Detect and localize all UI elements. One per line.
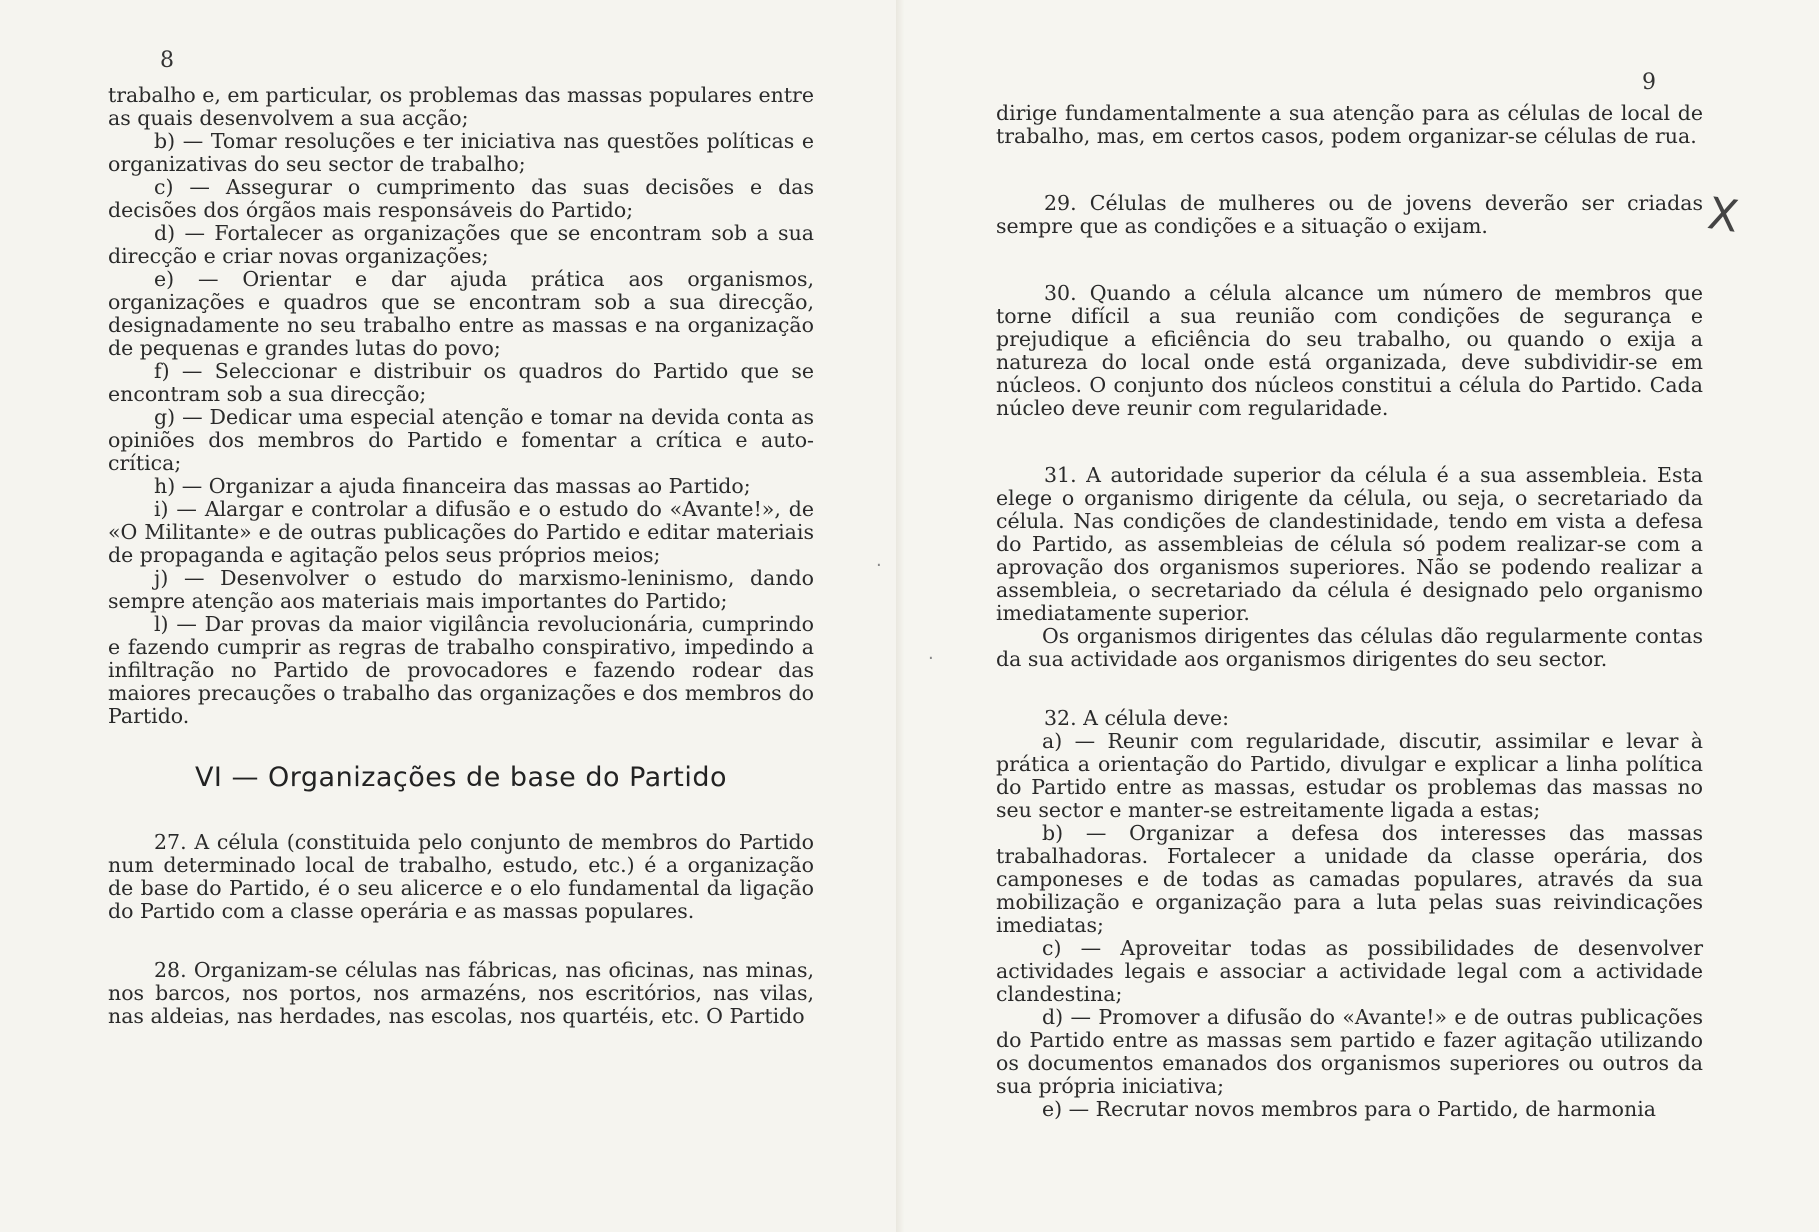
- list-item-d: d) — Fortalecer as organizações que se encontram sob a sua direcção e criar novas organizações;: [108, 221, 814, 268]
- right-page: [905, 0, 1819, 1232]
- list-item-b: b) — Organizar a defesa dos interesses das massas trabalhadoras. Fortalecer a unidade da classe operária, dos camponeses e de todas as camadas populares, através da sua mobilização e organização para a luta pelas suas reivindicações imediatas;: [996, 821, 1703, 937]
- article-31: 31. A autoridade superior da célula é a sua assembleia. Esta elege o organismo dirigente da célula, ou seja, o secretariado da célula. Nas condições de clandestinidade, tendo em vista a defesa do Partido, as assembleias de célula só podem realizar-se com a aprovação dos organismos superiores. Não se podendo realizar a assembleia, o secretariado da célula é designado pelo organismo imediatamente superior.: [996, 463, 1703, 625]
- page-number: 8: [160, 48, 174, 73]
- list-item-c: c) — Aproveitar todas as possibilidades de desenvolver actividades legais e associar a actividade legal com a actividade clandestina;: [996, 936, 1703, 1006]
- list-item-e: e) — Recrutar novos membros para o Partido, de harmonia: [1042, 1097, 1656, 1121]
- article-28: 28. Organizam-se células nas fábricas, nas oficinas, nas minas, nos barcos, nos portos, nos armazéns, nos escritórios, nas vilas, nas aldeias, nas herdades, nas escolas, nos quartéis, etc. O Partido: [108, 958, 814, 1028]
- list-item-i: i) — Alargar e controlar a difusão e o estudo do «Avante!», de «O Militante» e de outras publicações do Partido e editar materiais de propaganda e agitação pelos seus próprios meios;: [108, 497, 814, 567]
- page-number: 9: [1642, 70, 1656, 95]
- list-item-h: h) — Organizar a ajuda financeira das massas ao Partido;: [154, 474, 751, 498]
- article-30: 30. Quando a célula alcance um número de membros que torne difícil a sua reunião com condições de segurança e prejudique a eficiência do seu trabalho, ou quando o exija a natureza do local onde está organizada, deve subdividir-se em núcleos. O conjunto dos núcleos constitui a célula do Partido. Cada núcleo deve reunir com regularidade.: [996, 281, 1703, 420]
- list-item-d: d) — Promover a difusão do «Avante!» e de outras publicações do Partido entre as massas sem partido e fazer agitação utilizando os documentos emanados dos organismos superiores ou outros da sua própria iniciativa;: [996, 1005, 1703, 1098]
- article-32: 32. A célula deve:: [1044, 706, 1229, 730]
- margin-dot: ·: [876, 555, 882, 576]
- handwritten-x-mark: X: [1704, 188, 1742, 243]
- list-item-j: j) — Desenvolver o estudo do marxismo-leninismo, dando sempre atenção aos materiais mais importantes do Partido;: [108, 566, 814, 613]
- article-27: 27. A célula (constituida pelo conjunto de membros do Partido num determinado local de trabalho, estudo, etc.) é a organização de base do Partido, é o seu alicerce e o elo fundamental da ligação do Partido com a classe operária e as massas populares.: [108, 830, 814, 923]
- article-29: 29. Células de mulheres ou de jovens deverão ser criadas sempre que as condições e a situação o exijam.: [996, 191, 1703, 238]
- list-item-b: b) — Tomar resoluções e ter iniciativa nas questões políticas e organizativas do seu sector de trabalho;: [108, 129, 814, 176]
- list-item-e: e) — Orientar e dar ajuda prática aos organismos, organizações e quadros que se encontram sob a sua direcção, designadamente no seu trabalho entre as massas e na organização de pequenas e grandes lutas do povo;: [108, 267, 814, 360]
- paragraph: Os organismos dirigentes das células dão regularmente contas da sua actividade aos organismos dirigentes do seu sector.: [996, 624, 1703, 671]
- paragraph: dirige fundamentalmente a sua atenção para as células de local de trabalho, mas, em certos casos, podem organizar-se células de rua.: [996, 101, 1703, 148]
- right-text-column: [996, 102, 1703, 1121]
- list-item-l: l) — Dar provas da maior vigilância revolucionária, cumprindo e fazendo cumprir as regras de trabalho conspirativo, impedindo a infiltração no Partido de provocadores e fazendo rodear das maiores precauções o trabalho das organizações e dos membros do Partido.: [108, 612, 814, 728]
- left-text-column: [108, 84, 814, 1028]
- section-heading: VI — Organizações de base do Partido: [194, 762, 728, 793]
- paragraph: trabalho e, em particular, os problemas das massas populares entre as quais desenvolvem a sua acção;: [108, 83, 814, 130]
- list-item-g: g) — Dedicar uma especial atenção e tomar na devida conta as opiniões dos membros do Partido e fomentar a crítica e auto-crítica;: [108, 405, 814, 475]
- list-item-c: c) — Assegurar o cumprimento das suas decisões e das decisões dos órgãos mais responsáveis do Partido;: [108, 175, 814, 222]
- margin-dot: ·: [928, 648, 934, 669]
- list-item-f: f) — Seleccionar e distribuir os quadros do Partido que se encontram sob a sua direcção;: [108, 359, 814, 406]
- list-item-a: a) — Reunir com regularidade, discutir, assimilar e levar à prática a orientação do Partido, divulgar e explicar a linha política do Partido entre as massas, estudar os problemas das massas no seu sector e manter-se estreitamente ligada a estas;: [996, 729, 1703, 822]
- left-page: [0, 0, 905, 1232]
